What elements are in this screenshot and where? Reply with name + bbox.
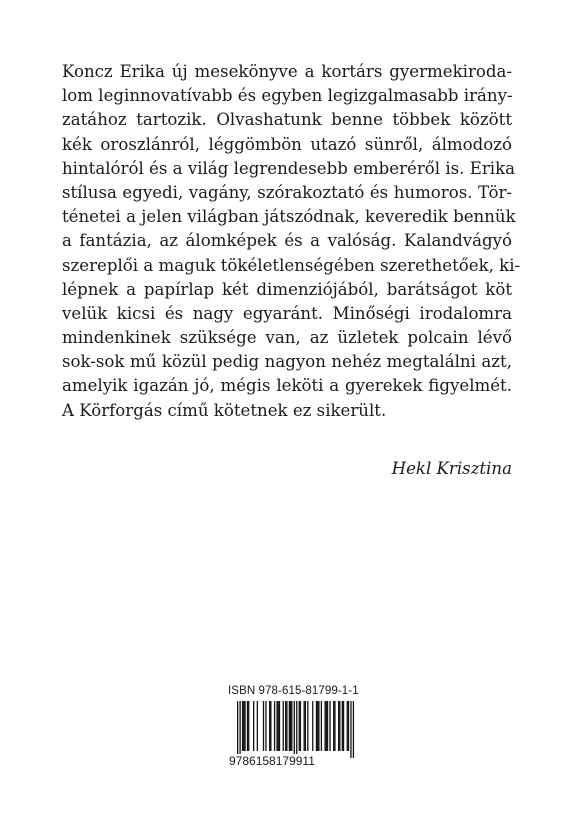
blurb-line: a fantázia, az álomképek és a valóság. Kalandvágyó — [62, 231, 512, 251]
barcode-bar — [237, 701, 238, 758]
barcode-digits — [228, 754, 356, 768]
barcode-bar — [294, 701, 295, 758]
barcode-bar — [305, 701, 306, 751]
barcode-bar — [300, 701, 301, 751]
blurb-line: lépnek a papírlap két dimenziójából, barátságot köt — [62, 279, 512, 299]
barcode-bar — [350, 701, 351, 758]
blurb-line: Koncz Erika új mesekönyve a kortárs gyermekiroda- — [62, 62, 512, 81]
barcode-bar — [286, 701, 287, 751]
barcode-bar — [285, 701, 286, 751]
barcode-bar — [247, 701, 248, 751]
barcode-bar — [265, 701, 266, 751]
barcode-bar — [248, 701, 249, 751]
barcode-digits-text: 9786158179911 — [229, 754, 315, 768]
barcode-bar — [329, 701, 330, 751]
barcode-bar — [253, 701, 254, 751]
barcode-bar — [324, 701, 325, 751]
barcode-bar — [326, 701, 327, 751]
blurb-line: kék oroszlánról, léggömbön utazó sünről, álmodozó — [62, 134, 512, 154]
isbn-label: ISBN 978-615-81799-1-1 — [228, 685, 359, 697]
blurb-line: stílusa egyedi, vagány, szórakoztató és humoros. Tör- — [62, 182, 512, 202]
blurb-line: amelyik igazán jó, mégis leköti a gyerekek figyelmét. — [62, 376, 512, 396]
barcode-bar — [279, 701, 280, 751]
barcode-bar — [317, 701, 318, 751]
barcode-bar — [333, 701, 334, 751]
barcode-bar — [257, 701, 258, 751]
blurb-line: velük kicsi és nagy egyaránt. Minőségi irodalomra — [62, 303, 512, 323]
blurb-line: sok-sok mű közül pedig nagyon nehéz megtalálni azt, — [62, 352, 512, 372]
barcode-bar — [347, 701, 348, 751]
barcode-bar — [342, 701, 343, 751]
barcode-bar — [312, 701, 313, 751]
barcode-bar — [291, 701, 292, 751]
blurb-line: mindenkinek szüksége van, az üzletek polcain lévő — [62, 328, 512, 348]
barcode-bar — [338, 701, 339, 751]
barcode-bar — [327, 701, 328, 751]
barcode-bar — [321, 701, 322, 751]
barcode-bar — [263, 701, 264, 751]
blurb-line: ténetei a jelen világban játszódnak, keveredik bennük — [62, 207, 516, 227]
barcode-bar — [242, 701, 243, 751]
barcode-bar — [334, 701, 335, 751]
author-signature: Hekl Krisztina — [391, 459, 512, 478]
barcode-bar — [269, 701, 270, 751]
barcode-bar — [299, 701, 300, 751]
barcode-bar — [296, 701, 297, 758]
barcode-bar — [343, 701, 344, 751]
barcode-bar — [274, 701, 275, 751]
barcode-bar — [239, 701, 240, 758]
barcode-bar — [283, 701, 284, 751]
barcode-bar — [304, 701, 305, 751]
barcode-bar — [316, 701, 317, 751]
barcode-bar — [318, 701, 319, 751]
barcode-bar — [270, 701, 271, 751]
blurb-line: A Körforgás című kötetnek ez sikerült. — [62, 400, 387, 420]
barcode-bar — [278, 701, 279, 751]
isbn-barcode-block — [228, 684, 359, 768]
barcode-bar — [276, 701, 277, 751]
barcode-bar — [348, 701, 349, 751]
barcode-bar — [244, 701, 245, 751]
blurb-line: hintalóról és a világ legrendesebb emberéről is. Erika — [62, 158, 516, 178]
blurb-line: szereplői a maguk tökéletlenségében szerethetőek, ki- — [62, 255, 521, 275]
barcode-bar — [290, 701, 291, 751]
blurb-line: zatához tartozik. Olvashatunk benne többek között — [62, 110, 512, 130]
barcode-bar — [289, 701, 290, 751]
blurb-line: lom leginnovatívabb és egyben legizgalmasabb irány- — [62, 86, 513, 106]
barcode-bar — [339, 701, 340, 751]
barcode-bar — [353, 701, 354, 758]
back-cover-blurb — [62, 60, 521, 423]
barcode-image — [228, 701, 356, 759]
barcode-bar — [307, 701, 308, 751]
barcode-bar — [243, 701, 244, 751]
